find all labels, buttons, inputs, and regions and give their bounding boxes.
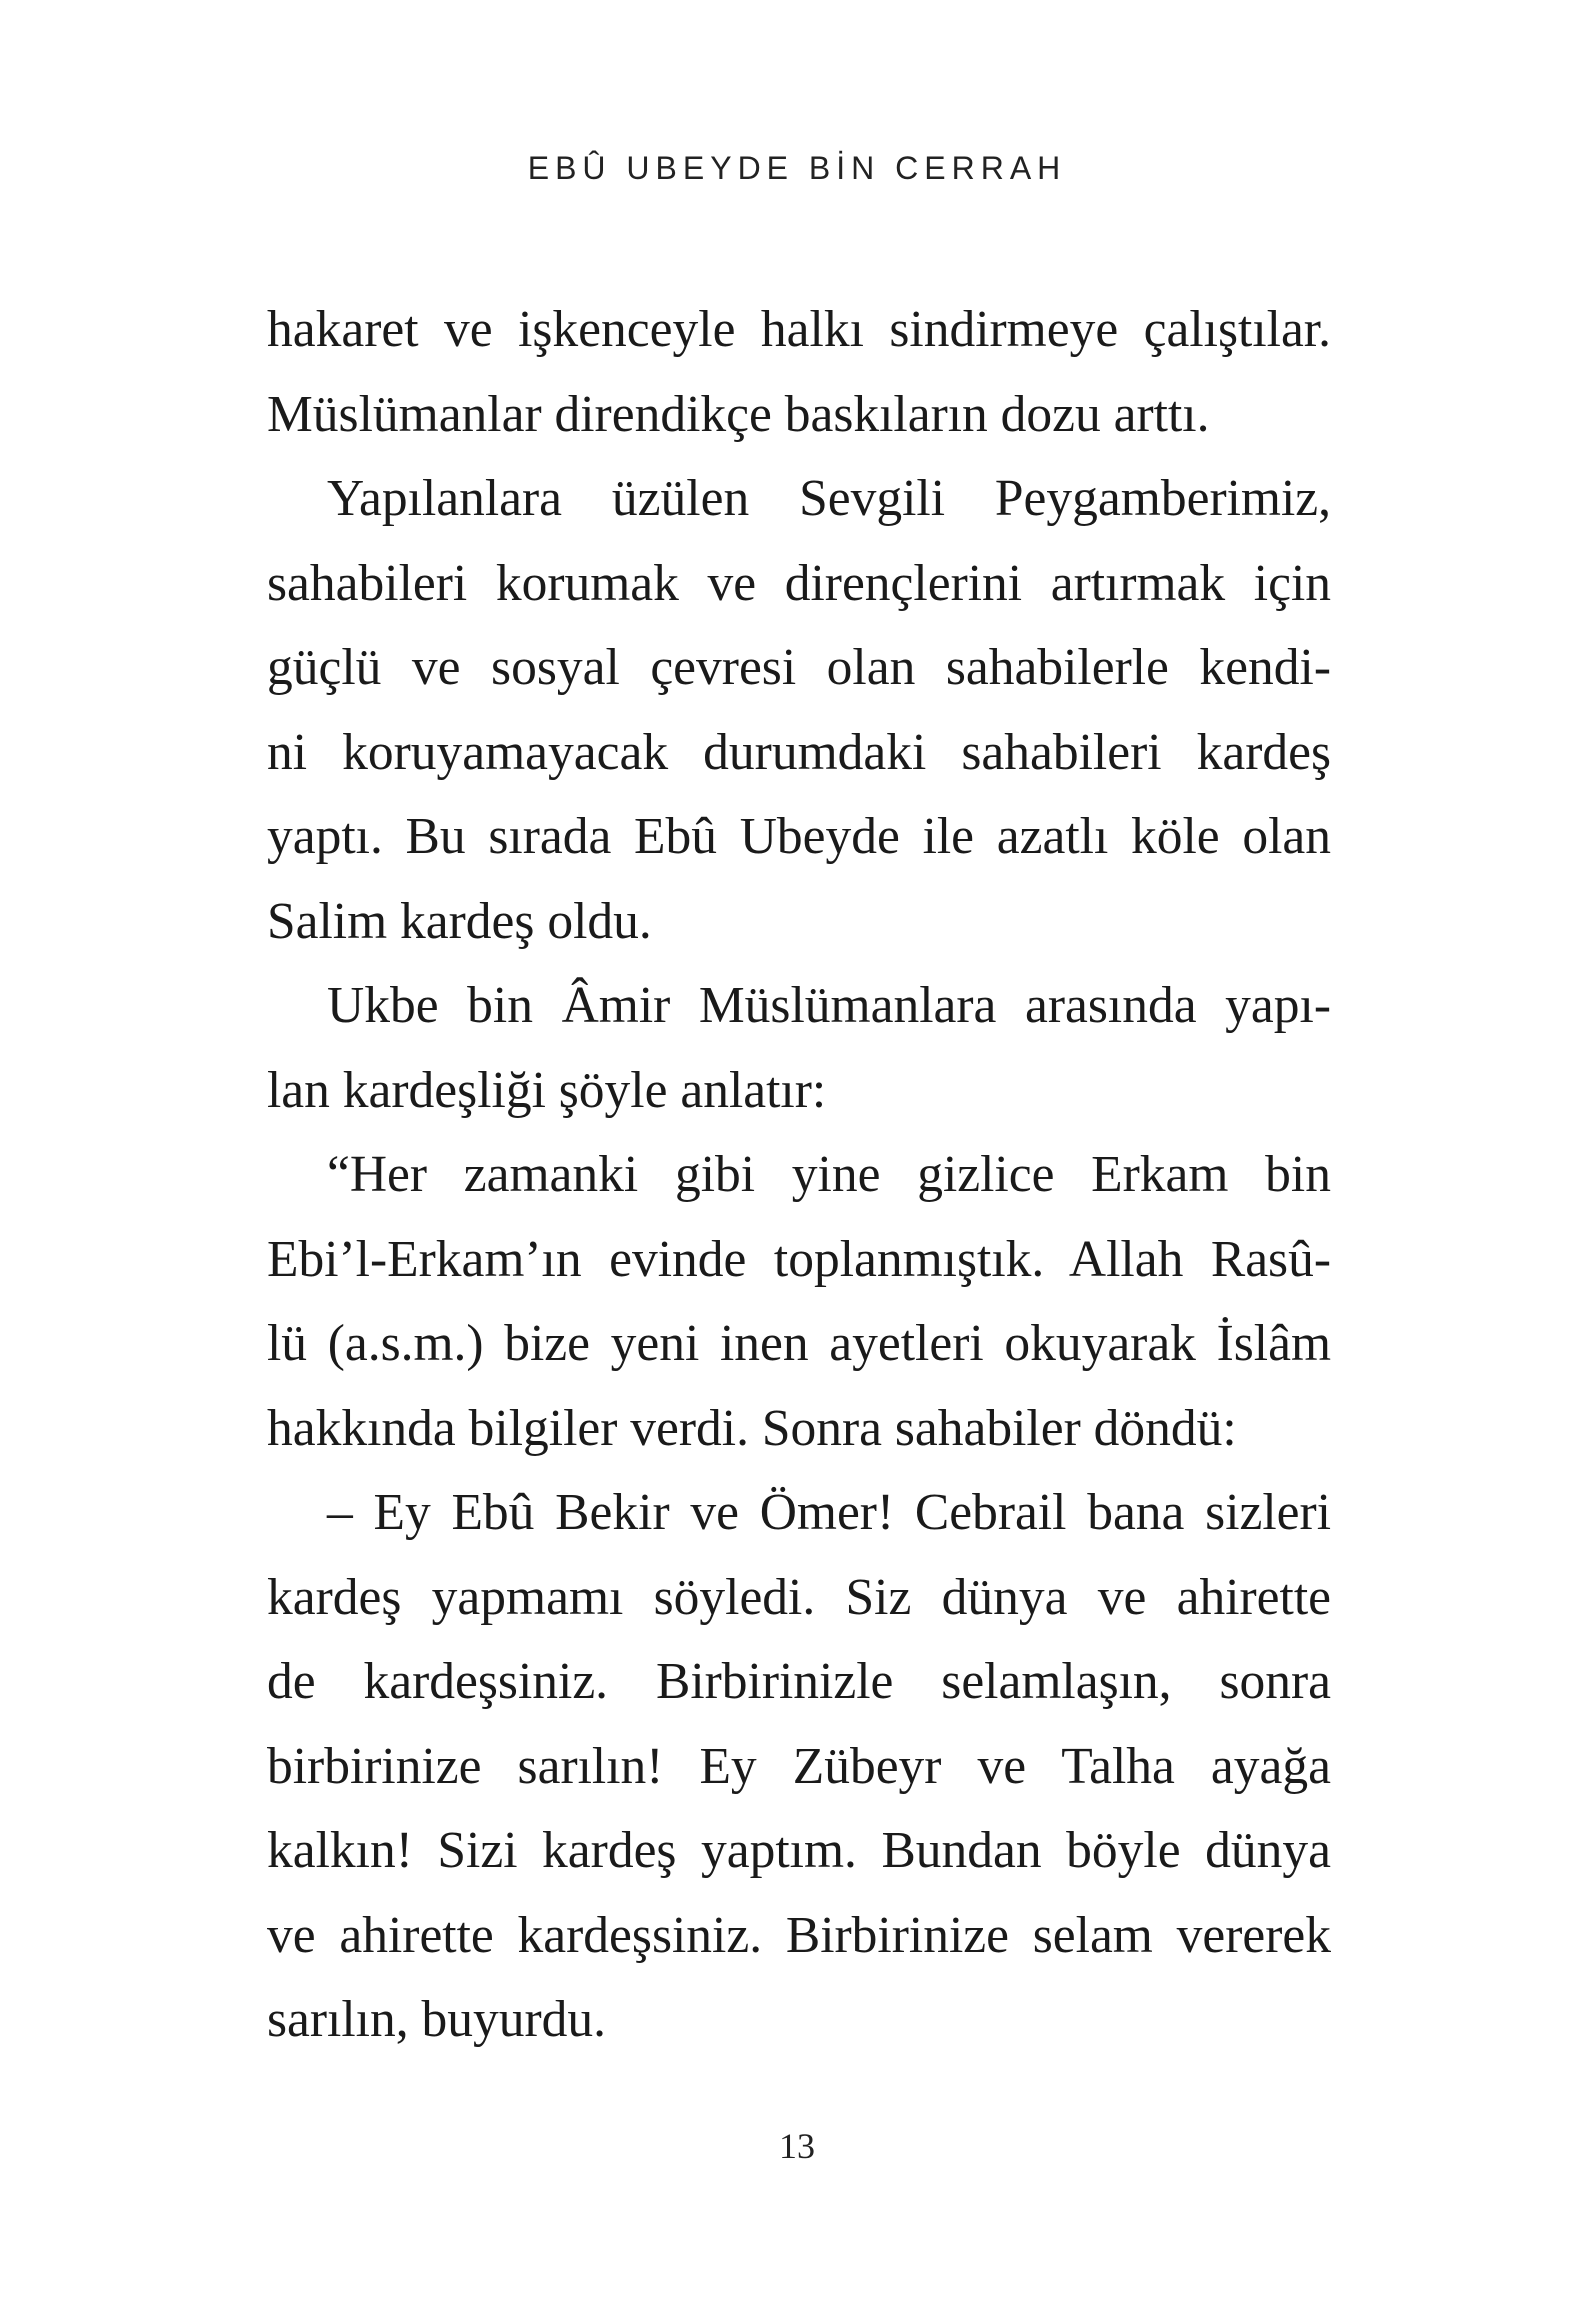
text-line: yaptı. Bu sırada Ebû Ubeyde ile azatlı köle olan [267, 808, 1331, 865]
text-line: de kardeşsiniz. Birbirinizle selamlaşın, sonra [267, 1653, 1331, 1710]
text-line: Ukbe bin Âmir Müslümanlara arasında yapı- [327, 977, 1331, 1034]
text-line: “Her zamanki gibi yine gizlice Erkam bin [327, 1146, 1331, 1203]
text-line: Müslümanlar direndikçe baskıların dozu arttı. [267, 385, 1210, 443]
page-number: 13 [779, 2126, 815, 2166]
text-line: Ebi’l-Erkam’ın evinde toplanmıştık. Allah Rasû- [267, 1230, 1331, 1288]
text-line: lan kardeşliği şöyle anlatır: [267, 1061, 827, 1119]
text-line: güçlü ve sosyal çevresi olan sahabilerle kendi- [267, 639, 1331, 696]
text-line: ni koruyamayacak durumdaki sahabileri kardeş [267, 723, 1331, 781]
text-line: ve ahirette kardeşsiniz. Birbirinize selam vererek [267, 1906, 1331, 1964]
text-line: sarılın, buyurdu. [267, 1991, 606, 2048]
text-line: Yapılanlara üzülen Sevgili Peygamberimiz, [327, 470, 1331, 527]
text-line: sahabileri korumak ve dirençlerini artırmak için [267, 554, 1331, 612]
text-line: birbirinize sarılın! Ey Zübeyr ve Talha ayağa [267, 1737, 1331, 1795]
text-line: kalkın! Sizi kardeş yaptım. Bundan böyle dünya [267, 1822, 1331, 1879]
text-line: Salim kardeş oldu. [267, 892, 652, 950]
running-header-title: EBÛ UBEYDE BİN CERRAH [527, 150, 1067, 186]
text-line: kardeş yapmamı söyledi. Siz dünya ve ahirette [267, 1568, 1331, 1626]
text-line: – Ey Ebû Bekir ve Ömer! Cebrail bana sizleri [327, 1484, 1331, 1541]
text-line: hakkında bilgiler verdi. Sonra sahabiler döndü: [267, 1399, 1237, 1457]
body-text [267, 288, 1331, 2063]
text-line: hakaret ve işkenceyle halkı sindirmeye çalıştılar. [267, 301, 1331, 358]
text-line: lü (a.s.m.) bize yeni inen ayetleri okuyarak İslâm [267, 1315, 1331, 1372]
